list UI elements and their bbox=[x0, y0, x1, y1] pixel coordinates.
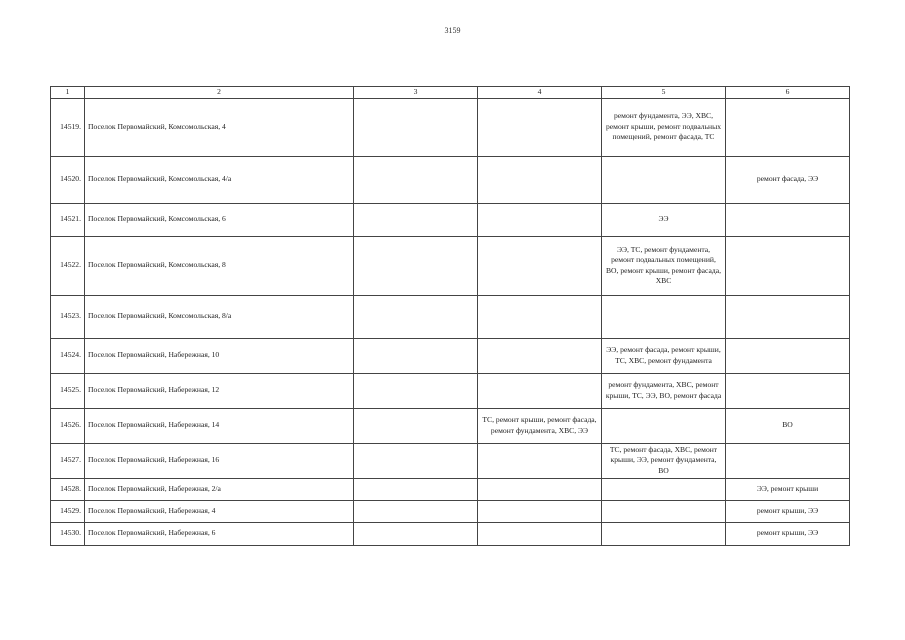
row-address: Поселок Первомайский, Набережная, 10 bbox=[85, 338, 354, 373]
column-header: 6 bbox=[726, 87, 850, 99]
row-col4 bbox=[478, 98, 602, 156]
row-col3 bbox=[354, 295, 478, 338]
row-number: 14521. bbox=[51, 203, 85, 236]
table-row bbox=[51, 500, 850, 522]
row-col4 bbox=[478, 373, 602, 408]
row-col5: ремонт фундамента, ХВС, ремонт крыши, ТС, ЭЭ, ВО, ремонт фасада bbox=[602, 373, 726, 408]
row-col4 bbox=[478, 236, 602, 295]
row-col3 bbox=[354, 500, 478, 522]
row-col6: ремонт крыши, ЭЭ bbox=[726, 500, 850, 522]
row-col5: ЭЭ, ТС, ремонт фундамента, ремонт подвальных помещений, ВО, ремонт крыши, ремонт фасада, ХВС bbox=[602, 236, 726, 295]
row-col6 bbox=[726, 295, 850, 338]
row-col5 bbox=[602, 500, 726, 522]
row-number: 14523. bbox=[51, 295, 85, 338]
row-col4 bbox=[478, 478, 602, 500]
row-col5: ЭЭ, ремонт фасада, ремонт крыши, ТС, ХВС, ремонт фундамента bbox=[602, 338, 726, 373]
row-col3 bbox=[354, 478, 478, 500]
row-col5 bbox=[602, 295, 726, 338]
row-col3 bbox=[354, 373, 478, 408]
table-row bbox=[51, 522, 850, 545]
column-header: 3 bbox=[354, 87, 478, 99]
row-col3 bbox=[354, 156, 478, 203]
row-col4 bbox=[478, 443, 602, 478]
row-col4 bbox=[478, 156, 602, 203]
registry-table bbox=[50, 86, 850, 546]
row-address: Поселок Первомайский, Комсомольская, 4 bbox=[85, 98, 354, 156]
table-row bbox=[51, 408, 850, 443]
row-col6: ЭЭ, ремонт крыши bbox=[726, 478, 850, 500]
row-col4 bbox=[478, 500, 602, 522]
table-row bbox=[51, 443, 850, 478]
table-row bbox=[51, 478, 850, 500]
row-address: Поселок Первомайский, Набережная, 14 bbox=[85, 408, 354, 443]
row-col4 bbox=[478, 295, 602, 338]
row-address: Поселок Первомайский, Набережная, 12 bbox=[85, 373, 354, 408]
row-col3 bbox=[354, 236, 478, 295]
column-header: 1 bbox=[51, 87, 85, 99]
row-address: Поселок Первомайский, Комсомольская, 6 bbox=[85, 203, 354, 236]
row-number: 14522. bbox=[51, 236, 85, 295]
table-row bbox=[51, 98, 850, 156]
row-number: 14530. bbox=[51, 522, 85, 545]
table-row bbox=[51, 295, 850, 338]
table-row bbox=[51, 338, 850, 373]
row-number: 14519. bbox=[51, 98, 85, 156]
row-col6 bbox=[726, 338, 850, 373]
row-address: Поселок Первомайский, Комсомольская, 8/а bbox=[85, 295, 354, 338]
row-col6 bbox=[726, 98, 850, 156]
row-address: Поселок Первомайский, Комсомольская, 4/а bbox=[85, 156, 354, 203]
row-col4 bbox=[478, 203, 602, 236]
column-header: 4 bbox=[478, 87, 602, 99]
row-col3 bbox=[354, 338, 478, 373]
table-row bbox=[51, 236, 850, 295]
row-address: Поселок Первомайский, Набережная, 4 bbox=[85, 500, 354, 522]
column-header: 2 bbox=[85, 87, 354, 99]
row-col5: ремонт фундамента, ЭЭ, ХВС, ремонт крыши, ремонт подвальных помещений, ремонт фасада, ТС bbox=[602, 98, 726, 156]
table-row bbox=[51, 203, 850, 236]
row-address: Поселок Первомайский, Набережная, 6 bbox=[85, 522, 354, 545]
row-col5 bbox=[602, 156, 726, 203]
row-col6 bbox=[726, 443, 850, 478]
column-header: 5 bbox=[602, 87, 726, 99]
table-row bbox=[51, 373, 850, 408]
row-col6 bbox=[726, 236, 850, 295]
row-col3 bbox=[354, 98, 478, 156]
row-col6: ВО bbox=[726, 408, 850, 443]
row-number: 14520. bbox=[51, 156, 85, 203]
row-col5: ЭЭ bbox=[602, 203, 726, 236]
row-address: Поселок Первомайский, Набережная, 2/а bbox=[85, 478, 354, 500]
row-number: 14528. bbox=[51, 478, 85, 500]
table-row bbox=[51, 156, 850, 203]
row-col3 bbox=[354, 408, 478, 443]
row-col5 bbox=[602, 478, 726, 500]
row-number: 14529. bbox=[51, 500, 85, 522]
row-col5: ТС, ремонт фасада, ХВС, ремонт крыши, ЭЭ, ремонт фундамента, ВО bbox=[602, 443, 726, 478]
row-col5 bbox=[602, 408, 726, 443]
row-address: Поселок Первомайский, Комсомольская, 8 bbox=[85, 236, 354, 295]
row-col6 bbox=[726, 373, 850, 408]
table-header-row bbox=[51, 87, 850, 99]
row-number: 14526. bbox=[51, 408, 85, 443]
row-col3 bbox=[354, 203, 478, 236]
row-number: 14527. bbox=[51, 443, 85, 478]
row-number: 14525. bbox=[51, 373, 85, 408]
row-col6: ремонт фасада, ЭЭ bbox=[726, 156, 850, 203]
row-col4 bbox=[478, 338, 602, 373]
page-number: 3159 bbox=[444, 26, 461, 35]
row-number: 14524. bbox=[51, 338, 85, 373]
row-col3 bbox=[354, 522, 478, 545]
row-col5 bbox=[602, 522, 726, 545]
row-col3 bbox=[354, 443, 478, 478]
row-col6 bbox=[726, 203, 850, 236]
row-col4 bbox=[478, 522, 602, 545]
row-col6: ремонт крыши, ЭЭ bbox=[726, 522, 850, 545]
row-address: Поселок Первомайский, Набережная, 16 bbox=[85, 443, 354, 478]
row-col4: ТС, ремонт крыши, ремонт фасада, ремонт фундамента, ХВС, ЭЭ bbox=[478, 408, 602, 443]
